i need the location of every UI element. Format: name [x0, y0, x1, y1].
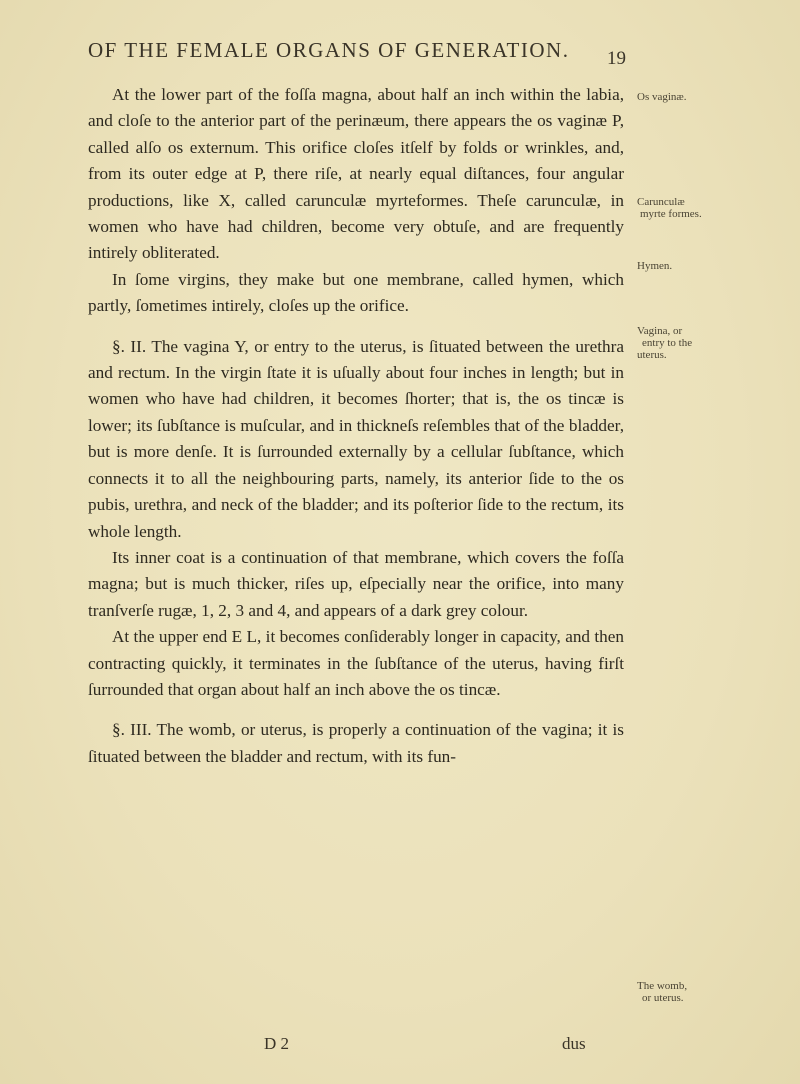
margin-note-os-vaginae: Os vaginæ.: [637, 91, 687, 103]
paragraph-hymen: In ſome virgins, they make but one membrane, called hymen, which partly, ſometimes intirely, cloſes up the orifice.: [88, 269, 624, 316]
margin-note-carunculae: Carunculæ: [637, 196, 685, 208]
margin-note-entry: entry to the: [642, 337, 693, 349]
margin-note-uterus: uterus.: [637, 349, 667, 361]
margin-note-vagina: Vagina, or: [637, 325, 683, 337]
margin-note-myrteformes: myrte formes.: [640, 208, 702, 220]
body-text: [88, 82, 624, 770]
paragraph-section-2-vagina: §. II. The vagina Y, or entry to the uterus, is ſituated between the urethra and rectum. In the virgin ſtate it is uſually about four inches in length; but in women who have had children, it becomes ſhorter; that is, the os tincæ is lower; its ſubſtance is muſcular, and in thickneſs reſembles that of the bladder, but is more denſe. It is ſurrounded externally by a cellular ſubſtance, which connects it to all the neighbouring parts, namely, its anterior ſide to the os pubis, urethra, and neck of the bladder; and its poſterior ſide to the rectum, its whole length.: [88, 336, 624, 541]
margin-note-hymen: Hymen.: [637, 260, 673, 272]
paragraph-inner-coat: Its inner coat is a continuation of that membrane, which covers the foſſa magna; but is much thicker, riſes up, eſpecially near the orifice, into many tranſverſe rugæ, 1, 2, 3 and 4, and appears of a dark grey colour.: [88, 547, 624, 620]
margin-note-womb: The womb,: [637, 980, 688, 992]
paragraph-os-vaginae: At the lower part of the foſſa magna, about half an inch within the labia, and cloſe to the anterior part of the perinæum, there appears the os vaginæ P, called alſo os externum. This orifice cloſes itſelf by folds or wrinkles, and, from its outer edge at P, there riſe, at nearly equal diſtances, four angular productions, like X, called carunculæ myrteformes. Theſe carunculæ, in women who have had children, become very obtuſe, and are frequently intirely obliterated.: [88, 85, 624, 263]
catchword: dus: [562, 1034, 586, 1053]
page-number: 19: [607, 48, 626, 69]
margin-note-or-uterus: or uterus.: [642, 992, 684, 1004]
signature-mark: D 2: [264, 1034, 290, 1053]
paragraph-section-3-womb: §. III. The womb, or uterus, is properly a continuation of the vagina; it is ſituated between the bladder and rectum, with its fun-: [88, 720, 624, 766]
running-head: OF THE FEMALE ORGANS OF GENERATION.: [88, 38, 570, 62]
paragraph-upper-end: At the upper end E L, it becomes conſiderably longer in capacity, and then contracting quickly, it terminates in the ſubſtance of the uterus, having firſt ſurrounded that organ about half an inch above the os tincæ.: [88, 627, 624, 699]
